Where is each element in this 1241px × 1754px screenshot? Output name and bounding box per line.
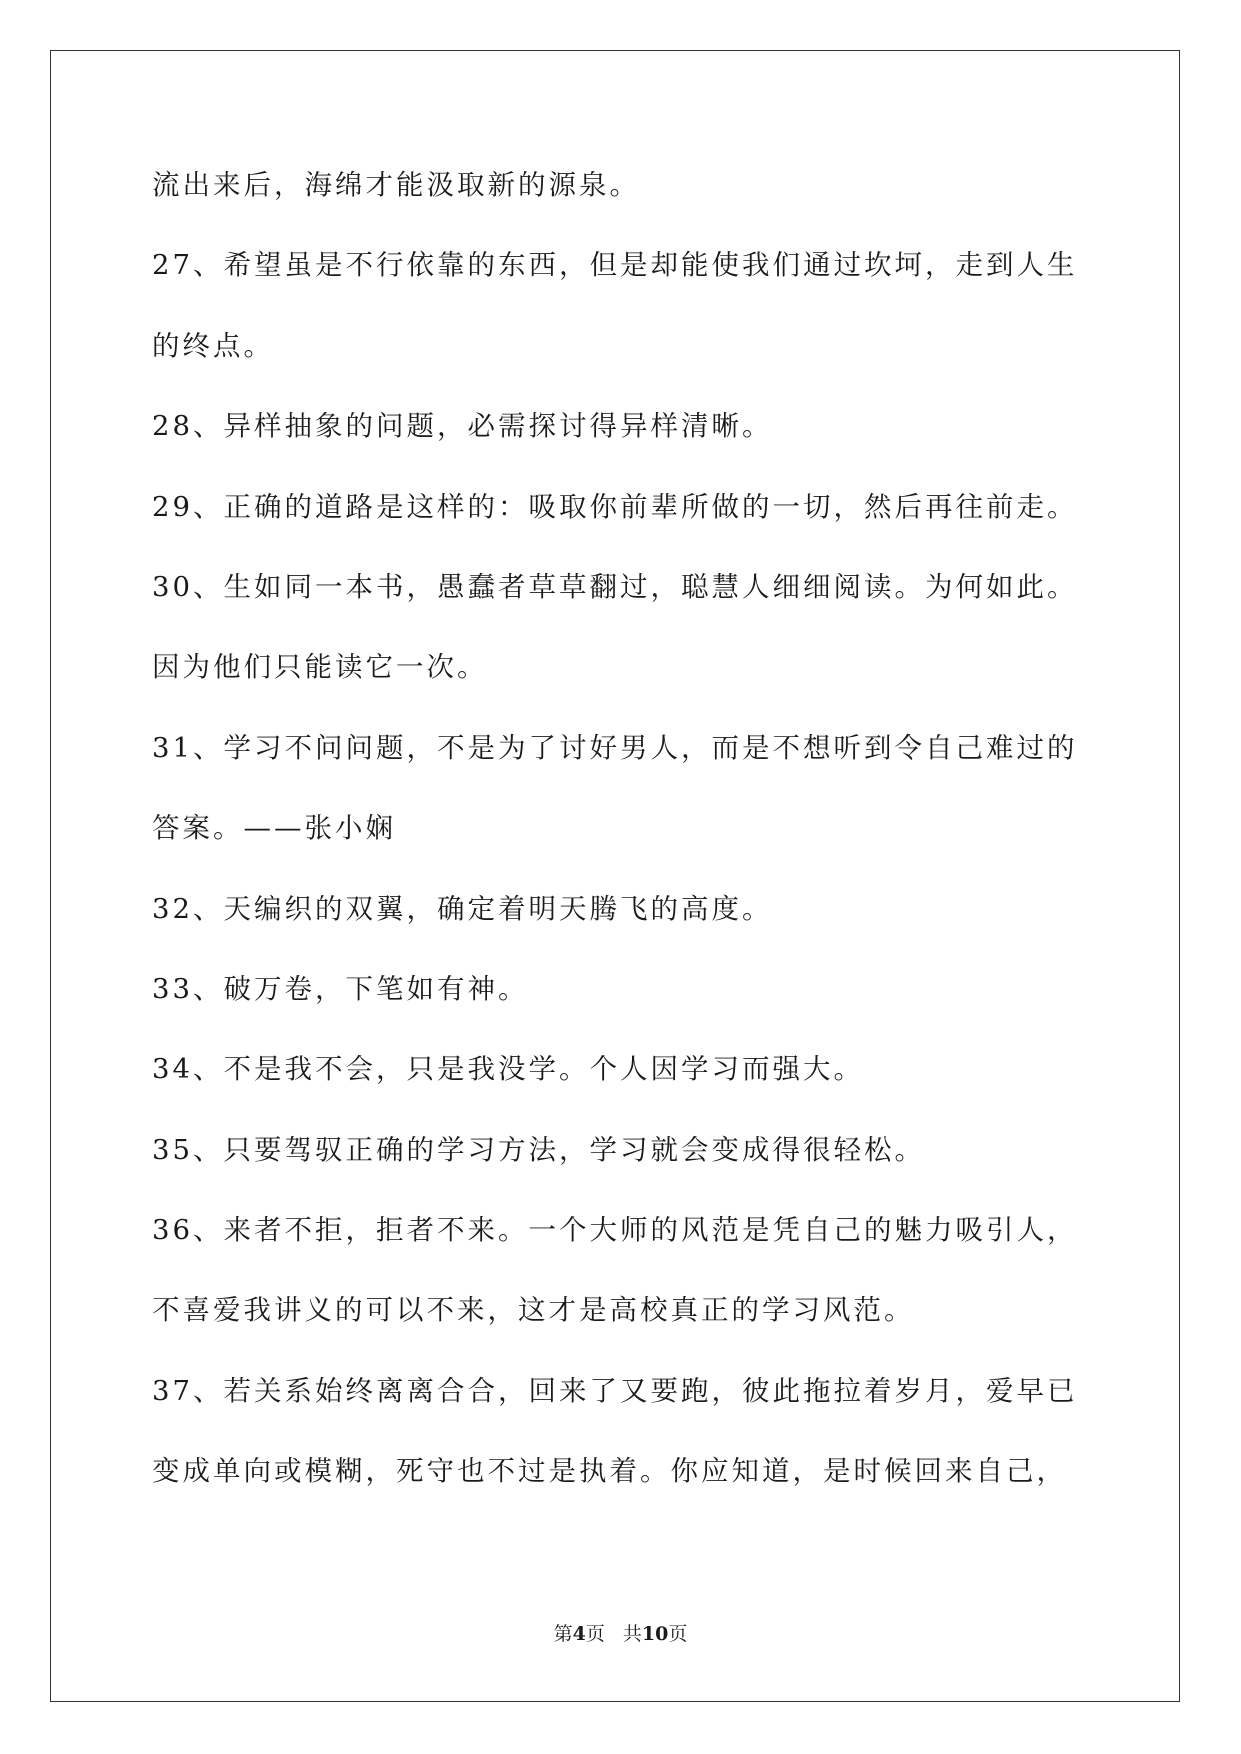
text-line: 答案。——张小娴: [152, 812, 396, 845]
text-line: 37、若关系始终离离合合，回来了又要跑，彼此拖拉着岁月，爱早已: [152, 1374, 1078, 1407]
total-suffix: 页: [668, 1623, 688, 1645]
page-suffix: 页: [585, 1623, 605, 1645]
text-line: 34、不是我不会，只是我没学。个人因学习而强大。: [152, 1053, 864, 1086]
total-pages: 10: [641, 1623, 669, 1645]
text-line: 27、希望虽是不行依靠的东西，但是却能使我们通过坎坷，走到人生: [152, 249, 1078, 282]
page-number: 4: [572, 1623, 586, 1645]
document-body: [152, 165, 1092, 1532]
text-line: 31、学习不问问题，不是为了讨好男人，而是不想听到令自己难过的: [152, 731, 1078, 764]
text-line: 32、天编织的双翼，确定着明天腾飞的高度。: [152, 892, 773, 925]
text-line: 因为他们只能读它一次。: [152, 651, 488, 684]
text-line: 36、来者不拒，拒者不来。一个大师的风范是凭自己的魅力吸引人，: [152, 1214, 1078, 1247]
total-prefix: 共: [622, 1623, 642, 1645]
text-line: 的终点。: [152, 329, 274, 362]
text-line: 流出来后，海绵才能汲取新的源泉。: [152, 169, 640, 201]
text-line: 不喜爱我讲义的可以不来，这才是高校真正的学习风范。: [152, 1294, 915, 1327]
text-line: 28、异样抽象的问题，必需探讨得异样清晰。: [152, 410, 773, 443]
text-line: 35、只要驾驭正确的学习方法，学习就会变成得很轻松。: [152, 1133, 925, 1166]
text-line: 29、正确的道路是这样的：吸取你前辈所做的一切，然后再往前走。: [152, 490, 1078, 523]
text-line: 33、破万卷，下笔如有神。: [152, 972, 529, 1005]
page-footer: [0, 1622, 1241, 1646]
page-prefix: 第: [553, 1623, 573, 1645]
text-line: 变成单向或模糊，死守也不过是执着。你应知道，是时候回来自己，: [152, 1455, 1067, 1488]
text-line: 30、生如同一本书，愚蠢者草草翻过，聪慧人细细阅读。为何如此。: [152, 570, 1078, 603]
